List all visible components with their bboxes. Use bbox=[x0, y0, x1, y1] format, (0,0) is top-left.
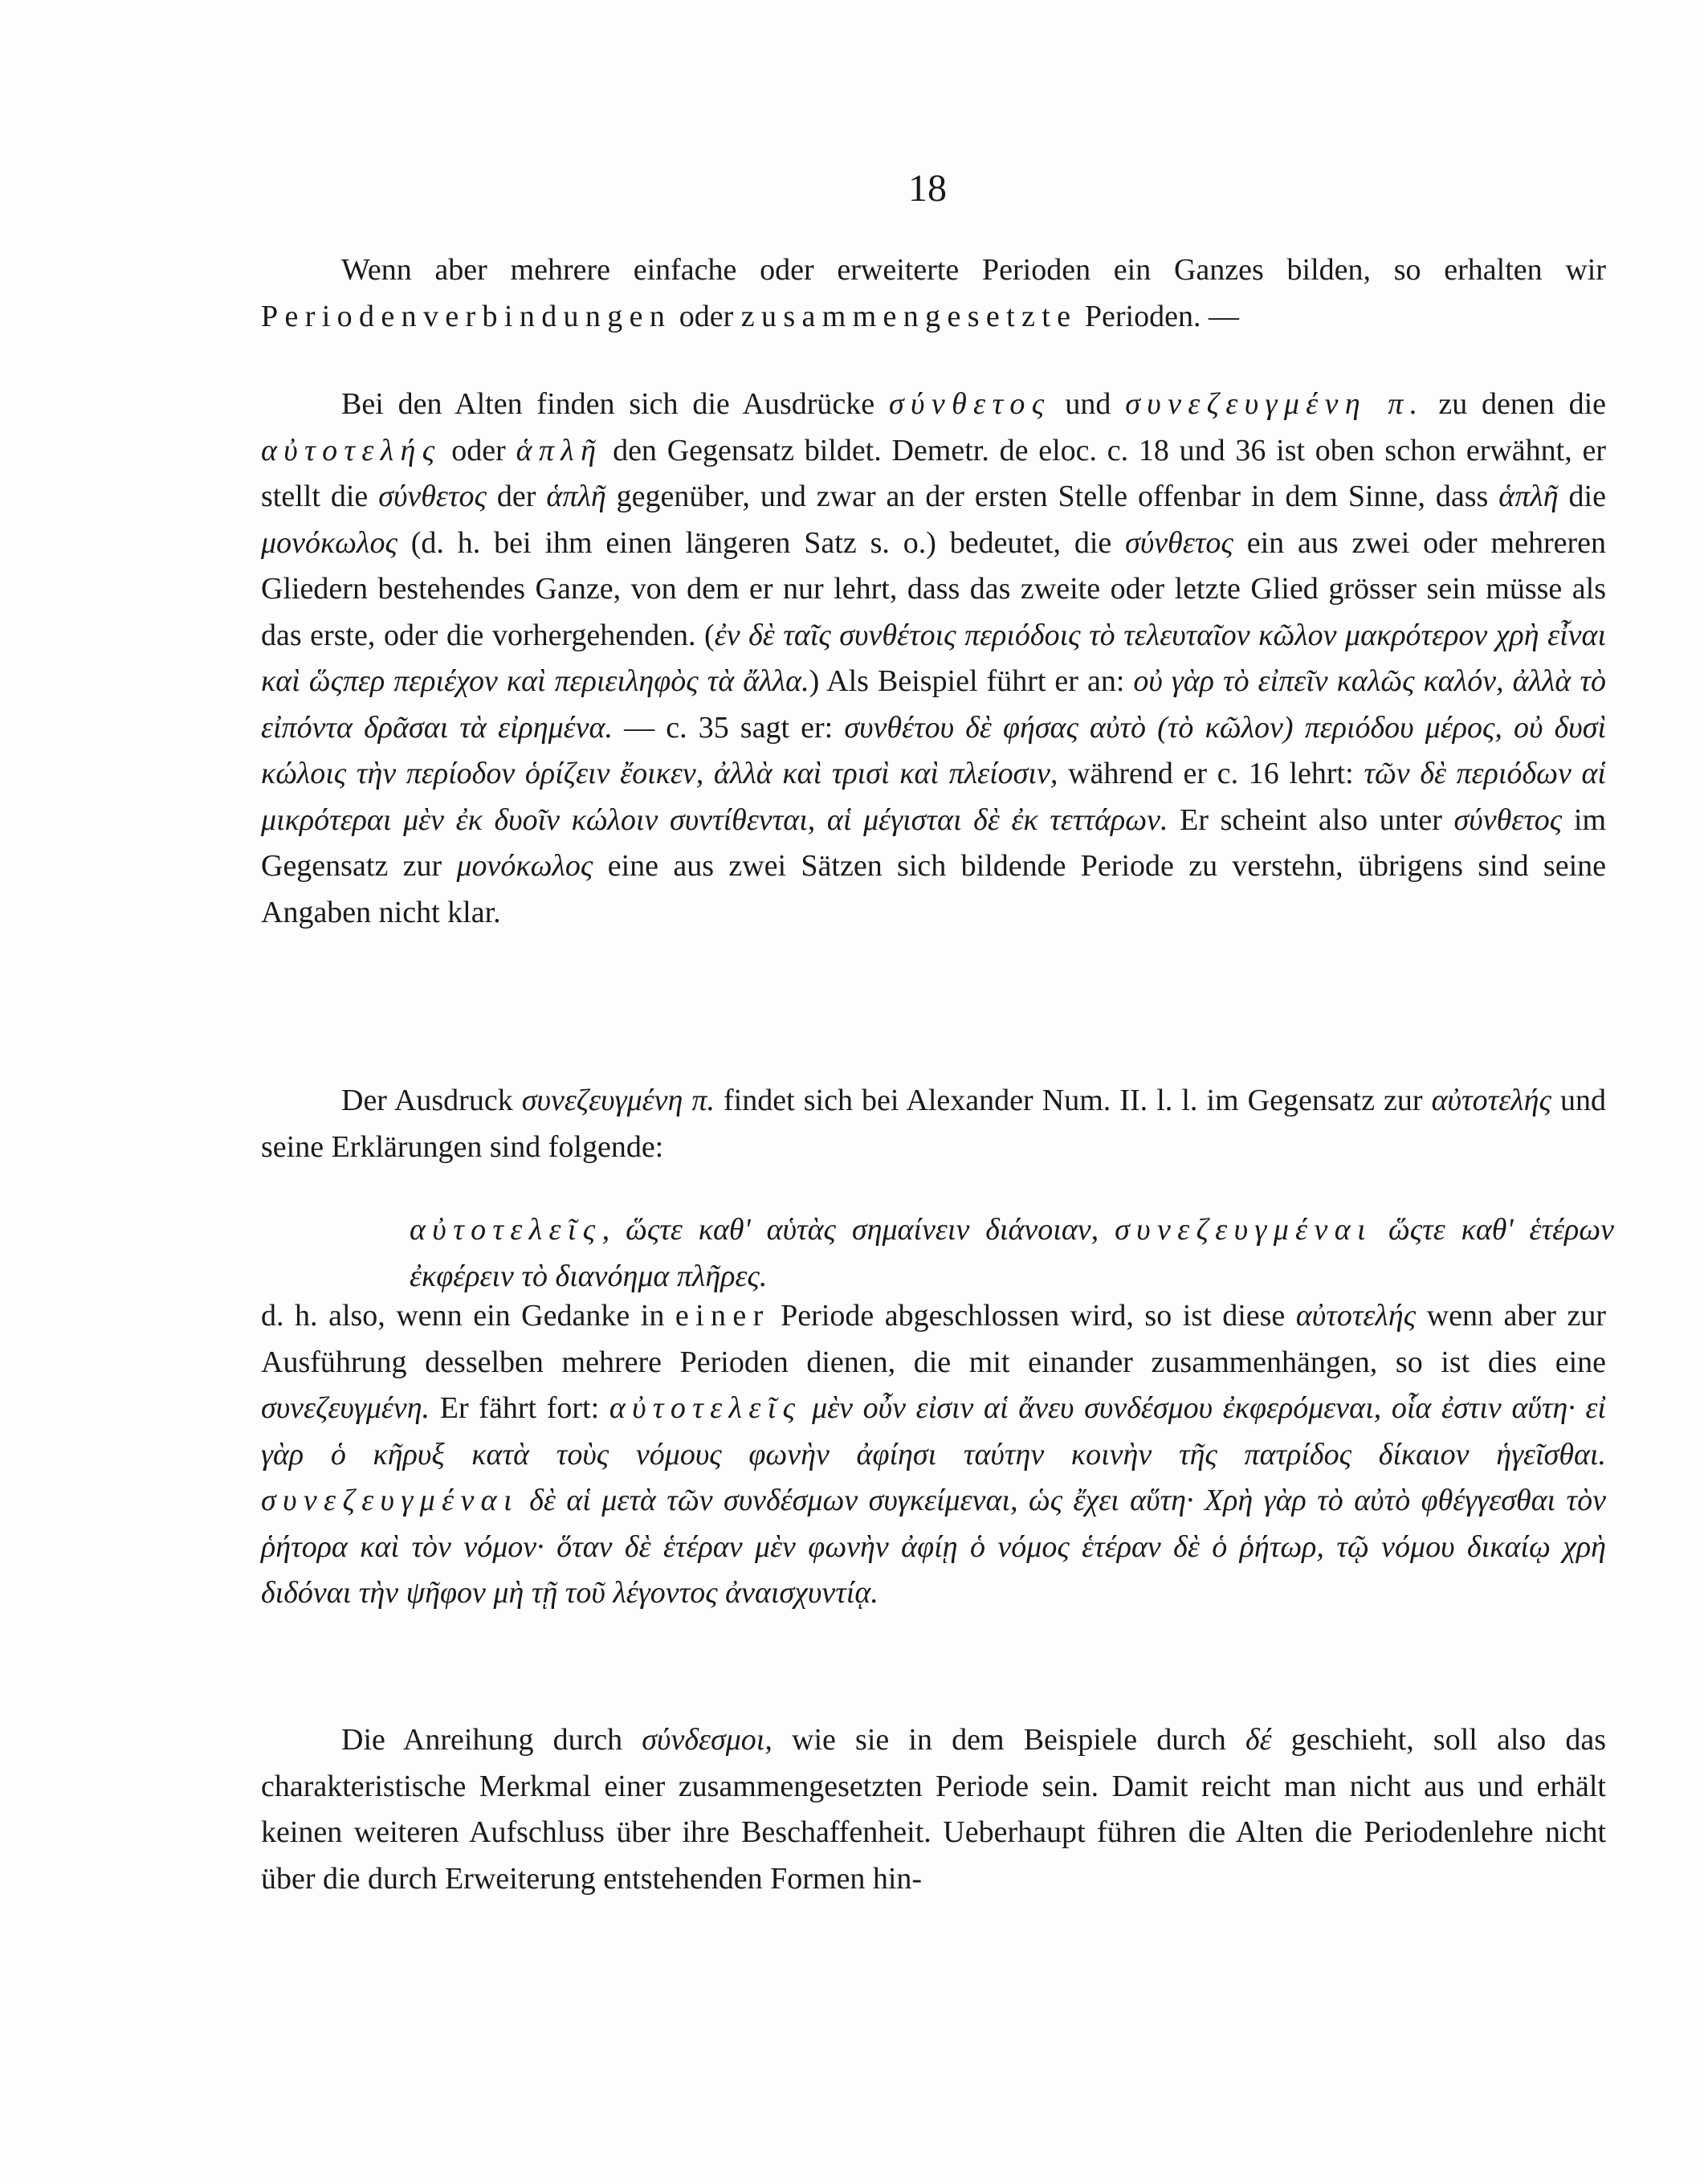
greek-term: σύνθετος bbox=[378, 480, 487, 513]
paragraph-4 bbox=[261, 1293, 1606, 1617]
greek-term: αὐτοτελής bbox=[261, 433, 442, 467]
text-run: den Gegensatz bildet. Demetr. de eloc. c. 18 und 36 ist oben schon erwähnt, er stellt die bbox=[261, 433, 1607, 513]
greek-term: σύνθετος bbox=[1125, 525, 1233, 560]
greek-term: μονόκωλος bbox=[456, 849, 593, 883]
paragraph-2-text bbox=[261, 382, 1606, 936]
greek-term: συνεζευγμένη π. bbox=[521, 1084, 715, 1117]
text-run: — c. 35 sagt er: bbox=[612, 710, 845, 745]
text-run: findet sich bei Alexander Num. II. l. l. im Gegensatz zur bbox=[714, 1084, 1432, 1117]
text-run: wenn aber zur Ausführung desselben mehrere Perioden dienen, die mit einander zusammenhängen, so ist dies eine bbox=[261, 1299, 1606, 1379]
paragraph-4-text bbox=[261, 1293, 1606, 1617]
greek-quote: δὲ αἱ μετὰ τῶν συνδέσμων συγκείμεναι, ὡς ἔχει αὕτη· Χρὴ γὰρ τὸ αὐτὸ φθέγγεσθαι τὸν ῥήτορα καὶ τὸν νόμον· ὅταν δὲ ἑτέραν μὲν φωνὴν ἀφίῃ ὁ νόμος ἑτέραν δὲ ὁ ῥήτωρ, τῷ νόμου δικαίῳ χρὴ διδόναι τὴν ψῆφον μὴ τῇ τοῦ λέγοντος ἀναισχυντίᾳ. bbox=[261, 1484, 1606, 1610]
text-run: die bbox=[1558, 480, 1606, 513]
greek-term: σύνδεσμοι, bbox=[642, 1723, 773, 1757]
spaced-term: einer bbox=[675, 1299, 770, 1333]
greek-quote: ὥςτε καθ' ἑτέρων ἐκφέρειν τὸ διανόημα πλῆρες. bbox=[410, 1213, 1614, 1293]
text-run: d. h. also, wenn ein Gedanke in bbox=[261, 1299, 675, 1333]
text-run: zu denen die bbox=[1424, 387, 1607, 421]
text-run: Wenn aber mehrere einfache oder erweiterte Perioden ein Ganzes bilden, so erhalten wir bbox=[341, 253, 1606, 287]
greek-term: σύνθετος bbox=[1453, 802, 1563, 837]
text-run: ein aus zwei oder mehreren Gliedern bestehendes Ganze, von dem er nur lehrt, dass das zweite oder letzte Glied grösser sein müsse als das erste, oder die vorhergehenden. ( bbox=[261, 525, 1606, 652]
paragraph-1 bbox=[261, 247, 1606, 340]
text-run: Bei den Alten finden sich die Ausdrücke bbox=[341, 387, 889, 421]
text-run: oder bbox=[671, 299, 741, 333]
greek-quote: ἐν δὲ ταῖς συνθέτοις περιόδοις τὸ τελευταῖον κῶλον μακρότερον χρὴ εἶναι καὶ ὥςπερ περιέχον καὶ περιειληφὸς τὰ ἄλλα. bbox=[261, 618, 1607, 698]
text-run: der bbox=[486, 480, 547, 513]
greek-quote: μὲν οὖν εἰσιν αἱ ἄνευ συνδέσμου ἐκφερόμεναι, οἷα ἐστιν αὕτη· εἰ γὰρ ὁ κῆρυξ κατὰ τοὺς νόμους φωνὴν ἀφίησι ταύτην κοινὴν τῆς πατρίδος δίκαιον ἡγεῖσθαι. bbox=[261, 1391, 1606, 1472]
greek-term: αὐτοτελεῖς bbox=[609, 1391, 802, 1425]
text-run: ) Als Beispiel führt er an: bbox=[809, 664, 1134, 698]
text-run: Er scheint also unter bbox=[1168, 802, 1454, 837]
text-run: und seine Erklärungen sind folgende: bbox=[261, 1084, 1606, 1164]
greek-quote: τῶν δὲ περιόδων αἱ μικρότεραι μὲν ἐκ δυοῖν κώλοιν συντίθενται, αἱ μέγισται δὲ ἐκ τεττάρων. bbox=[261, 757, 1606, 837]
text-run: im Gegensatz zur bbox=[261, 802, 1606, 883]
greek-quotation bbox=[410, 1207, 1614, 1300]
greek-quote: συνθέτου δὲ φήσας αὐτὸ (τὸ κῶλον) περιόδου μέρος, οὐ δυσὶ κώλοις τὴν περίοδον ὁρίζειν ἔοικεν, ἀλλὰ καὶ τρισὶ καὶ πλείοσιν, bbox=[261, 710, 1607, 790]
paragraph-2 bbox=[261, 382, 1606, 936]
text-run: Er fährt fort: bbox=[430, 1391, 609, 1425]
text-run: Der Ausdruck bbox=[341, 1084, 522, 1117]
paragraph-1-text bbox=[261, 247, 1606, 340]
greek-term: δέ bbox=[1245, 1723, 1272, 1757]
text-run: oder bbox=[441, 433, 516, 467]
text-run: (d. h. bei ihm einen längeren Satz s. o.) bedeutet, die bbox=[397, 525, 1126, 560]
spaced-term: Periodenverbindungen bbox=[261, 299, 672, 333]
greek-term: συνεζευγμέναι bbox=[1115, 1213, 1372, 1247]
greek-term: σύνθετος bbox=[888, 387, 1051, 421]
text-run: eine aus zwei Sätzen sich bildende Periode zu verstehn, übrigens sind seine Angaben nicht klar. bbox=[261, 849, 1606, 929]
paragraph-5-text bbox=[261, 1717, 1606, 1902]
greek-term: αὐτοτελής bbox=[1295, 1299, 1417, 1333]
page-number: 18 bbox=[908, 167, 947, 210]
text-run: geschieht, soll also das charakteristische Merkmal einer zusammengesetzten Periode sein. Damit reicht man nicht aus und erhält keinen weiteren Aufschluss über ihre Beschaffenheit. Ueberhaupt führen die Alten die Periodenlehre nicht über die durch Erweiterung entstehenden Formen hin- bbox=[261, 1723, 1606, 1896]
text-run: während er c. 16 lehrt: bbox=[1058, 757, 1364, 790]
paragraph-5 bbox=[261, 1717, 1606, 1902]
greek-quotation-text bbox=[410, 1207, 1614, 1300]
greek-quote: , ὥςτε καθ' αὑτὰς σημαίνειν διάνοιαν, bbox=[601, 1213, 1115, 1247]
greek-quote: οὐ γὰρ τὸ εἰπεῖν καλῶς καλόν, ἀλλὰ τὸ εἰπόντα δρᾶσαι τὰ εἰρημένα. bbox=[261, 664, 1607, 745]
greek-term: ἁπλῆ bbox=[1498, 480, 1559, 513]
text-run: wie sie in dem Beispiele durch bbox=[772, 1723, 1245, 1757]
greek-term: αὐτοτελεῖς bbox=[410, 1213, 602, 1247]
text-run: Perioden. — bbox=[1077, 299, 1239, 333]
paragraph-3 bbox=[261, 1078, 1606, 1170]
spaced-term: zusammengesetzte bbox=[740, 299, 1078, 333]
text-run: Periode abgeschlossen wird, so ist diese bbox=[769, 1299, 1296, 1333]
greek-term: ἁπλῆ bbox=[546, 480, 606, 513]
text-run: Die Anreihung durch bbox=[341, 1723, 642, 1757]
greek-term: συνεζευγμένη π. bbox=[1125, 387, 1425, 421]
text-run: und bbox=[1050, 387, 1126, 421]
greek-term: μονόκωλος bbox=[261, 525, 397, 560]
greek-term: συνεζευγμένη. bbox=[261, 1391, 430, 1425]
paragraph-3-text bbox=[261, 1078, 1606, 1170]
greek-term: συνεζευγμέναι bbox=[261, 1484, 519, 1517]
greek-term: αὐτοτελής bbox=[1431, 1084, 1551, 1117]
text-run: gegenüber, und zwar an der ersten Stelle offenbar in dem Sinne, dass bbox=[605, 480, 1499, 513]
greek-term: ἁπλῆ bbox=[516, 433, 603, 467]
